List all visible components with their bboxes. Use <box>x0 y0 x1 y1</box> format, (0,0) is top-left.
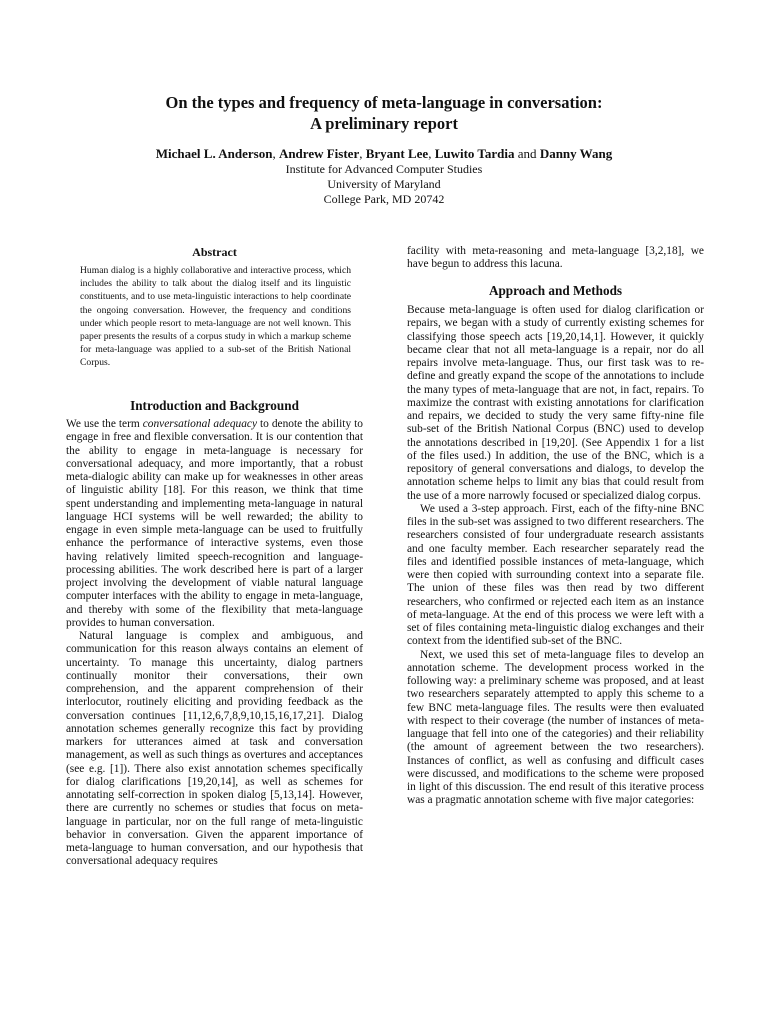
author-name: Andrew Fister <box>278 146 360 161</box>
abstract-heading: Abstract <box>192 245 237 259</box>
affiliation-institute: Institute for Advanced Computer Studies <box>285 162 483 176</box>
methods-paragraph-1: Because meta-language is often used for dialog clarification or repairs, we began with a study of currently existing schemes for classifying those speech acts [19,20,14,1]. However, it quickly became clear that not all meta-language is a repair, nor do all repairs involve meta-language. Thus, our first task was to re-define and greatly expand the scope of the annotations to include the many types of meta-language that are not, in fact, repairs. To maximize the contrast with existing annotations for clarification and repairs, we decided to study the very same fifty-nine file sub-set of the British National Corpus (BNC) used to develop the annotations described in [19,20]. (See Appendix 1 for a list of the files used.) In addition, the use of the BNC, which is a repository of general conversations and dialogs, to develop the annotation scheme helps to limit any bias that could result from the use of a more narrowly focused or specialized dialog corpus. <box>407 304 704 502</box>
affiliation-address: College Park, MD 20742 <box>323 192 445 206</box>
right-continuation <box>407 245 704 272</box>
author-separator: , <box>428 146 435 161</box>
methods-paragraph-3: Next, we used this set of meta-language files to develop an annotation scheme. The development process worked in the following way: a preliminary scheme was proposed, and at least two researchers separately attempted to apply this scheme to a few BNC meta-language files. The results were then evaluated with respect to their coverage (the number of instances of meta-language that fell into one of the categories) and their reliability (the amount of agreement between the two researchers). Instances of conflict, as well as confusing and difficult cases were discussed, and modifications to the scheme were proposed in light of this discussion. The end result of this iterative process was a pragmatic annotation scheme with five major categories: <box>407 648 704 807</box>
author-list <box>0 146 768 162</box>
intro-p1-text: We use the term <box>66 418 143 430</box>
affiliation <box>0 162 768 207</box>
intro-paragraph-2: Natural language is complex and ambiguous, and communication for this reason always contains an element of uncertainty. To manage this uncertainty, dialog partners continually monitor their conversations, their own comprehension, and the apparent comprehension of their interlocutor, routinely eliciting and providing feedback as the conversation continues [11,12,6,7,8,9,10,15,16,17,21]. Dialog annotation schemes generally recognize this fact by providing markers for utterances aimed at task and conversation management, as well as such things as overtures and acceptances (see e.g. [1]). There also exist annotation schemes specifically for dialog clarifications [19,20,14], as well as schemes for annotating self-correction in spoken dialog [5,13,14]. However, there are currently no schemes or studies that focus on meta-language in particular, nor on the full range of meta-linguistic behavior in conversation. Given the apparent importance of meta-language to human conversation, and our hypothesis that conversational adequacy requires <box>66 630 363 868</box>
title-line-2: A preliminary report <box>310 114 458 133</box>
methods-paragraph-2: We used a 3-step approach. First, each of the fifty-nine BNC files in the sub-set was assigned to two different researchers. The researchers consisted of four undergraduate research assistants and one faculty member. Each researcher separately read the files and identified possible instances of meta-language, which were then copied with surrounding context into a separate file. The union of these files was then read by two different researchers, who confirmed or rejected each item as an instance of meta-language. At the end of this process we were left with a set of files containing meta-linguistic dialog exchanges and their context from the identified sub-set of the BNC. <box>407 502 704 648</box>
continuation-paragraph: facility with meta-reasoning and meta-language [3,2,18], we have begun to address this lacuna. <box>407 245 704 271</box>
intro-body <box>66 418 363 869</box>
affiliation-university: University of Maryland <box>327 177 441 191</box>
abstract-text: Human dialog is a highly collaborative and interactive process, which includes the ability to talk about the dialog itself and its linguistic constituents, and to use meta-linguistic interactions to help coordinate the ongoing conversation. However, the frequency and conditions under which people resort to meta-language are not well known. This paper presents the results of a corpus study in which a markup scheme for meta-language was applied to a sub-set of the British National Corpus. <box>80 265 351 369</box>
intro-p1-emphasis: conversational adequacy <box>142 418 258 430</box>
author-separator: , <box>359 146 366 161</box>
methods-body <box>407 304 704 808</box>
intro-heading: Introduction and Background <box>130 398 299 413</box>
author-name: Luwito Tardia <box>434 146 515 161</box>
author-name: Michael L. Anderson <box>155 146 273 161</box>
intro-paragraph-1 <box>66 418 363 630</box>
author-name: Danny Wang <box>539 146 613 161</box>
title-line-1: On the types and frequency of meta-language in conversation: <box>165 93 603 112</box>
author-separator: , <box>272 146 279 161</box>
author-separator: and <box>514 146 540 161</box>
paper-title <box>0 92 768 134</box>
intro-p1-text: to denote the ability to engage in free and flexible conversation. It is our contention that the ability to engage in meta-language is necessary for conversational adequacy, and more importantly, that a robust meta-dialogic ability can make up for weaknesses in other areas of linguistic ability [18]. For this reason, we think that time spent understanding and implementing meta-language in natural language HCI systems will be well rewarded; the ability to engage in even simple meta-language can be used to fruitfully enhance the performance of interactive systems, even those having relatively limited speech-recognition and language-processing abilities. The work described here is part of a larger project involving the development of viable natural language computer interfaces with the ability to engage in meta-language, and thereby with some of the flexibility that meta-language provides to human conversation. <box>66 418 363 629</box>
author-name: Bryant Lee <box>365 146 429 161</box>
methods-heading: Approach and Methods <box>488 283 623 298</box>
